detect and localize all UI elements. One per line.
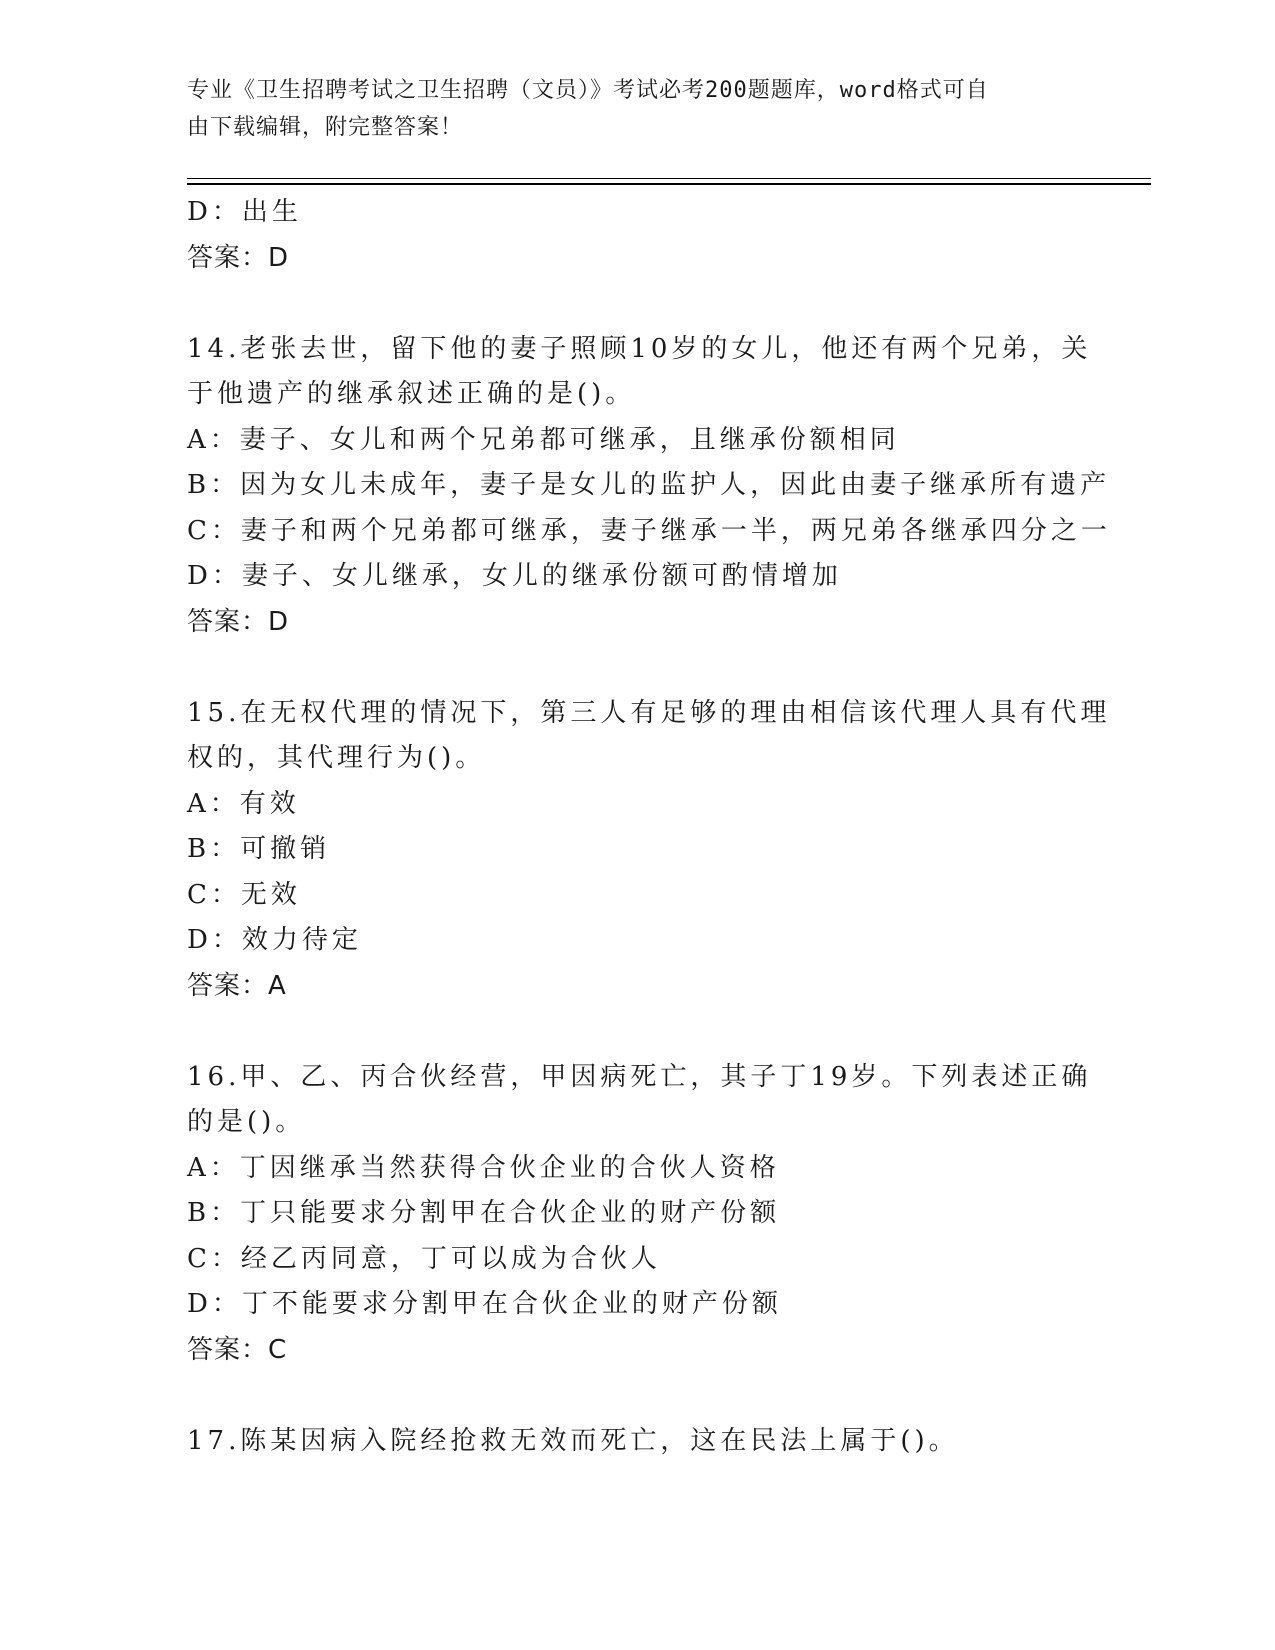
- spacer: [187, 281, 1087, 327]
- question-14: [187, 327, 1111, 646]
- prev-option-d: D：出生: [187, 197, 302, 227]
- answer: 答案：C: [187, 1334, 288, 1365]
- question-15: [187, 691, 1111, 1010]
- option-b: B：因为女儿未成年，妻子是女儿的监护人，因此由妻子继承所有遗产: [187, 470, 1111, 500]
- question-stem: 14.老张去世，留下他的妻子照顾10岁的女儿，他还有两个兄弟，关: [187, 333, 1092, 364]
- spacer: [187, 645, 1087, 691]
- option-d: D：丁不能要求分割甲在合伙企业的财产份额: [187, 1289, 782, 1319]
- document-header: [187, 72, 1067, 146]
- option-b: B：可撤销: [187, 834, 331, 864]
- header-line-1: 专业《卫生招聘考试之卫生招聘（文员）》考试必考200题题库，word格式可自: [187, 78, 989, 103]
- question-stem: 的是()。: [187, 1107, 306, 1137]
- option-a: A：妻子、女儿和两个兄弟都可继承，且继承份额相同: [187, 424, 900, 455]
- question-17: [187, 1419, 1087, 1465]
- question-stem: 15.在无权代理的情况下，第三人有足够的理由相信该代理人具有代理: [187, 697, 1111, 728]
- question-stem: 权的，其代理行为()。: [187, 743, 486, 773]
- option-b: B：丁只能要求分割甲在合伙企业的财产份额: [187, 1198, 781, 1228]
- header-line-2: 由下载编辑，附完整答案！: [187, 115, 464, 140]
- option-a: A：有效: [187, 788, 300, 819]
- answer: 答案：A: [187, 970, 287, 1001]
- question-stem: 于他遗产的继承叙述正确的是()。: [187, 379, 636, 409]
- header-rule-thick: [187, 183, 1151, 185]
- option-c: C：妻子和两个兄弟都可继承，妻子继承一半，两兄弟各继承四分之一: [187, 515, 1111, 546]
- header-rule-thin: [187, 178, 1151, 179]
- prev-answer: 答案：D: [187, 242, 290, 273]
- spacer: [187, 1009, 1087, 1055]
- option-c: C：无效: [187, 879, 301, 910]
- spacer: [187, 1373, 1087, 1419]
- question-stem: 17.陈某因病入院经抢救无效而死亡，这在民法上属于()。: [187, 1425, 959, 1456]
- question-stem: 16.甲、乙、丙合伙经营，甲因病死亡，其子丁19岁。下列表述正确: [187, 1061, 1092, 1092]
- option-d: D：妻子、女儿继承，女儿的继承份额可酌情增加: [187, 561, 842, 591]
- option-d: D：效力待定: [187, 925, 362, 955]
- option-c: C：经乙丙同意，丁可以成为合伙人: [187, 1243, 661, 1274]
- answer: 答案：D: [187, 606, 290, 637]
- question-list: [187, 190, 1111, 1464]
- option-a: A：丁因继承当然获得合伙企业的合伙人资格: [187, 1152, 780, 1183]
- question-16: [187, 1055, 1092, 1374]
